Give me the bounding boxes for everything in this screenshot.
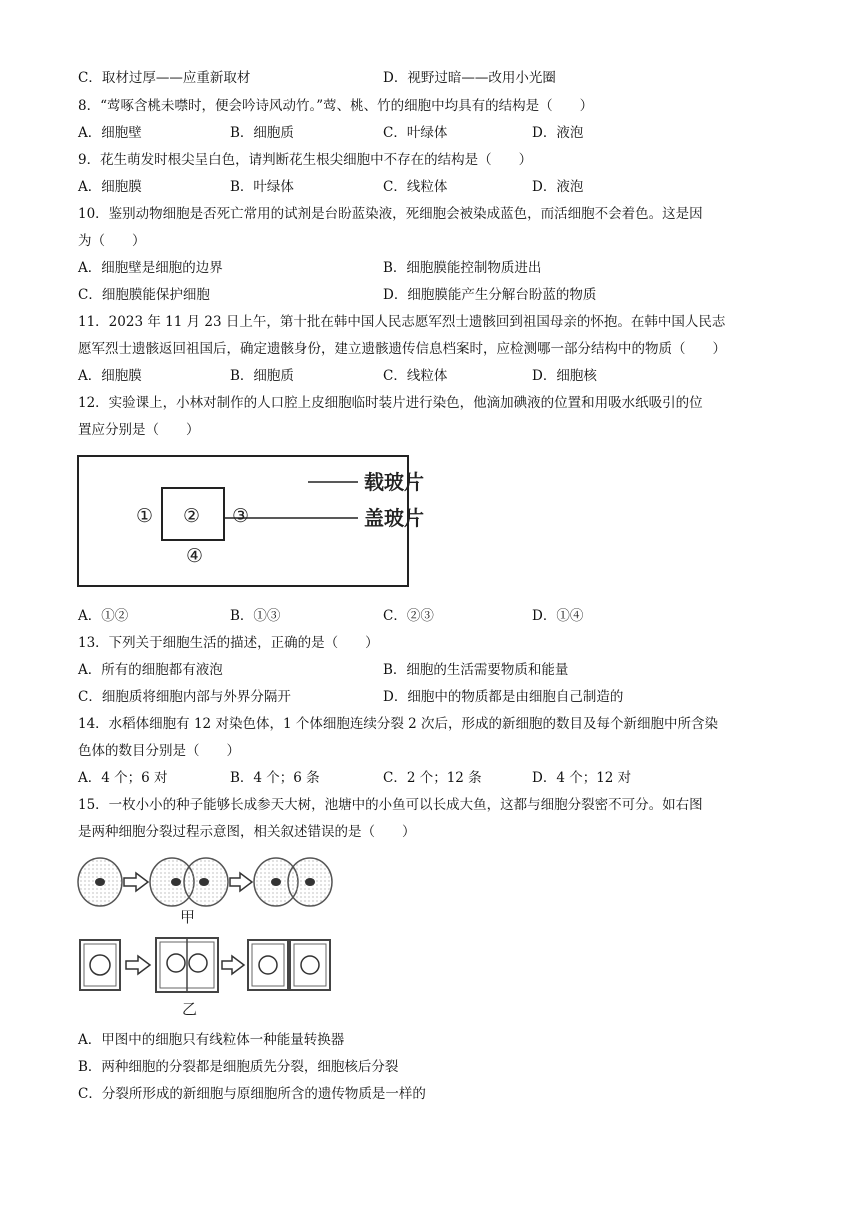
q9-option-a: A．细胞膜 (78, 179, 142, 195)
q12-stem-line2: 置应分别是（ ） (78, 422, 200, 438)
q12-option-d: D．①④ (532, 608, 584, 624)
q10-option-c: C．细胞膜能保护细胞 (78, 287, 210, 303)
q13-option-a: A．所有的细胞都有液泡 (78, 662, 223, 678)
animal-cell-1 (78, 858, 122, 906)
label-yi: 乙 (182, 1000, 198, 1018)
q11-option-a: A．细胞膜 (78, 368, 142, 384)
plant-cells-divided (248, 940, 330, 990)
q8-option-a: A．细胞壁 (78, 125, 142, 141)
q14-option-d: D．4 个；12 对 (532, 770, 632, 786)
q14-stem-line1: 14．水稻体细胞有 12 对染色体，1 个体细胞连续分裂 2 次后，形成的新细胞的数目及每个新细胞中所含染 (78, 716, 718, 732)
q11-option-c: C．线粒体 (383, 368, 448, 384)
q15-option-a: A．甲图中的细胞只有线粒体一种能量转换器 (78, 1032, 345, 1048)
q15-option-c: C．分裂所形成的新细胞与原细胞所含的遗传物质是一样的 (78, 1086, 426, 1102)
q15-option-b: B．两种细胞的分裂都是细胞质先分裂，细胞核后分裂 (78, 1059, 399, 1075)
q10-option-d: D．细胞膜能产生分解台盼蓝的物质 (383, 287, 597, 303)
marker-1: ① (136, 505, 154, 527)
q11-option-b: B．细胞质 (230, 368, 294, 384)
q13-stem: 13．下列关于细胞生活的描述，正确的是（ ） (78, 635, 379, 651)
marker-4: ④ (186, 545, 204, 567)
label-jia: 甲 (180, 908, 196, 926)
q12-option-a: A．①② (78, 608, 129, 624)
marker-2: ② (183, 505, 201, 527)
q12-option-b: B．①③ (230, 608, 281, 624)
q8-option-b: B．细胞质 (230, 125, 294, 141)
animal-cell-dividing (150, 858, 228, 906)
q11-stem-line1: 11．2023 年 11 月 23 日上午，第十批在韩中国人民志愿军烈士遗骸回到祖国母亲的怀抱。在韩中国人民志 (78, 314, 726, 330)
q10-option-b: B．细胞膜能控制物质进出 (383, 260, 542, 276)
q7-option-d: D．视野过暗——改用小光圈 (383, 70, 556, 86)
q15-stem-line1: 15．一枚小小的种子能够长成参天大树，池塘中的小鱼可以长成大鱼，这都与细胞分裂密不可分。如右图 (78, 797, 703, 813)
marker-3: ③ (232, 505, 250, 527)
q9-option-b: B．叶绿体 (230, 179, 294, 195)
q13-option-b: B．细胞的生活需要物质和能量 (383, 662, 569, 678)
arrow-icon (230, 873, 252, 891)
q7-option-c: C．取材过厚——应重新取材 (78, 70, 251, 86)
q14-option-a: A．4 个；6 对 (78, 770, 168, 786)
label-slide: 载玻片 (364, 470, 424, 494)
q11-stem-line2: 愿军烈士遗骸返回祖国后，确定遗骸身份，建立遗骸遗传信息档案时，应检测哪一部分结构中的物质（ ） (78, 341, 726, 357)
q8-stem: 8．“莺啄含桃未噤时，便会吟诗风动竹。”莺、桃、竹的细胞中均具有的结构是（ ） (78, 98, 594, 114)
slide-diagram (76, 452, 456, 594)
plant-cell-1 (80, 940, 120, 990)
q14-stem-line2: 色体的数目分别是（ ） (78, 743, 240, 759)
animal-cells-divided (254, 858, 332, 906)
q15-stem-line2: 是两种细胞分裂过程示意图，相关叙述错误的是（ ） (78, 824, 416, 840)
arrow-icon (126, 956, 150, 974)
q10-option-a: A．细胞壁是细胞的边界 (78, 260, 223, 276)
q11-option-d: D．细胞核 (532, 368, 597, 384)
q14-option-c: C．2 个；12 条 (383, 770, 482, 786)
arrow-icon (222, 956, 244, 974)
q8-option-d: D．液泡 (532, 125, 584, 141)
label-coverslip: 盖玻片 (364, 506, 424, 530)
q13-option-d: D．细胞中的物质都是由细胞自己制造的 (383, 689, 624, 705)
q9-option-c: C．线粒体 (383, 179, 448, 195)
q12-stem-line1: 12．实验课上，小林对制作的人口腔上皮细胞临时装片进行染色，他滴加碘液的位置和用吸水纸吸引的位 (78, 395, 703, 411)
q10-stem-line2: 为（ ） (78, 233, 146, 249)
arrow-icon (124, 873, 148, 891)
q10-stem-line1: 10．鉴别动物细胞是否死亡常用的试剂是台盼蓝染液，死细胞会被染成蓝色，而活细胞不会着色。这是因 (78, 206, 703, 222)
plant-cell-dividing (156, 938, 218, 992)
q9-option-d: D．液泡 (532, 179, 584, 195)
q8-option-c: C．叶绿体 (383, 125, 448, 141)
q14-option-b: B．4 个；6 条 (230, 770, 320, 786)
q9-stem: 9．花生萌发时根尖呈白色，请判断花生根尖细胞中不存在的结构是（ ） (78, 152, 533, 168)
q13-option-c: C．细胞质将细胞内部与外界分隔开 (78, 689, 291, 705)
q12-option-c: C．②③ (383, 608, 434, 624)
cell-division-diagram (76, 852, 336, 1022)
